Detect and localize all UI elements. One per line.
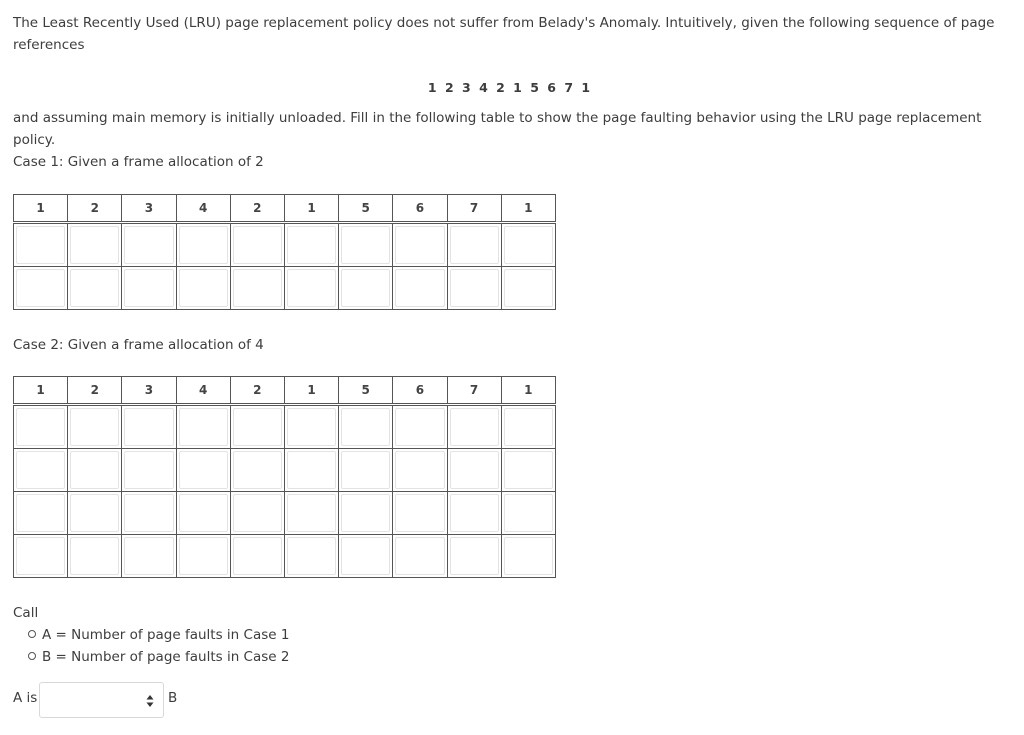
frame-input[interactable] (70, 537, 119, 575)
frame-input[interactable] (395, 408, 444, 446)
circle-bullet-icon (28, 652, 36, 660)
frame-input[interactable] (395, 494, 444, 532)
frame-input[interactable] (341, 494, 390, 532)
definition-a: A = Number of page faults in Case 1 (42, 627, 290, 643)
table-cell (176, 535, 230, 578)
table-cell (393, 449, 447, 492)
frame-input[interactable] (450, 451, 499, 489)
frame-input[interactable] (179, 494, 228, 532)
table-cell (14, 492, 68, 535)
frame-input[interactable] (70, 269, 119, 307)
case2-header-cell: 5 (339, 377, 393, 405)
frame-input[interactable] (16, 226, 65, 264)
frame-input[interactable] (395, 537, 444, 575)
table-cell (339, 267, 393, 310)
table-row (14, 535, 556, 578)
frame-input[interactable] (233, 408, 282, 446)
table-cell (230, 449, 284, 492)
table-cell (393, 267, 447, 310)
case1-header-cell: 7 (447, 195, 501, 223)
table-cell (68, 535, 122, 578)
frame-input[interactable] (341, 226, 390, 264)
assumption-text: and assuming main memory is initially unloaded. Fill in the following table to show the page faulting behavior using the LRU page replacement policy. (13, 110, 982, 148)
table-row (14, 267, 556, 310)
case2-header-cell: 3 (122, 377, 176, 405)
frame-input[interactable] (287, 226, 336, 264)
table-cell (284, 492, 338, 535)
frame-input[interactable] (504, 494, 553, 532)
case1-header-cell: 1 (14, 195, 68, 223)
table-cell (501, 267, 555, 310)
table-cell (339, 492, 393, 535)
frame-input[interactable] (16, 494, 65, 532)
frame-input[interactable] (124, 408, 173, 446)
case1-header-cell: 2 (68, 195, 122, 223)
table-cell (122, 267, 176, 310)
table-cell (176, 267, 230, 310)
table-cell (122, 535, 176, 578)
frame-input[interactable] (504, 537, 553, 575)
frame-input[interactable] (450, 537, 499, 575)
case2-header-cell: 2 (68, 377, 122, 405)
case1-header-cell: 4 (176, 195, 230, 223)
list-item (28, 624, 289, 646)
table-cell (68, 449, 122, 492)
frame-input[interactable] (233, 226, 282, 264)
circle-bullet-icon (28, 630, 36, 638)
table-cell (122, 405, 176, 449)
frame-input[interactable] (179, 226, 228, 264)
frame-input[interactable] (179, 451, 228, 489)
frame-input[interactable] (16, 408, 65, 446)
case1-label: Case 1: Given a frame allocation of 2 (13, 154, 264, 170)
table-cell (230, 223, 284, 267)
table-cell (447, 449, 501, 492)
case2-header-cell: 1 (284, 377, 338, 405)
frame-input[interactable] (179, 408, 228, 446)
table-cell (284, 449, 338, 492)
table-cell (339, 535, 393, 578)
table-cell (447, 535, 501, 578)
frame-input[interactable] (287, 537, 336, 575)
table-cell (230, 405, 284, 449)
call-label: Call (13, 605, 39, 621)
table-cell (284, 405, 338, 449)
frame-input[interactable] (504, 226, 553, 264)
table-cell (68, 405, 122, 449)
frame-input[interactable] (233, 537, 282, 575)
comparison-suffix: B (168, 690, 178, 706)
frame-input[interactable] (124, 226, 173, 264)
case2-header-cell: 4 (176, 377, 230, 405)
frame-input[interactable] (450, 494, 499, 532)
frame-input[interactable] (16, 269, 65, 307)
table-cell (339, 449, 393, 492)
frame-input[interactable] (395, 269, 444, 307)
table-cell (339, 223, 393, 267)
table-row (14, 492, 556, 535)
table-cell (122, 449, 176, 492)
table-cell (68, 223, 122, 267)
frame-input[interactable] (341, 269, 390, 307)
table-cell (393, 223, 447, 267)
frame-input[interactable] (70, 226, 119, 264)
case1-header-cell: 1 (501, 195, 555, 223)
frame-input[interactable] (233, 494, 282, 532)
table-cell (284, 535, 338, 578)
frame-input[interactable] (341, 451, 390, 489)
frame-input[interactable] (504, 408, 553, 446)
frame-input[interactable] (70, 494, 119, 532)
table-cell (284, 223, 338, 267)
frame-input[interactable] (16, 451, 65, 489)
frame-input[interactable] (287, 494, 336, 532)
frame-input[interactable] (70, 408, 119, 446)
case2-header-cell: 7 (447, 377, 501, 405)
case2-header-cell: 1 (14, 377, 68, 405)
case2-header-cell: 6 (393, 377, 447, 405)
case2-header-cell: 2 (230, 377, 284, 405)
frame-input[interactable] (287, 408, 336, 446)
frame-input[interactable] (124, 537, 173, 575)
table-cell (501, 492, 555, 535)
frame-input[interactable] (341, 408, 390, 446)
table-cell (14, 535, 68, 578)
table-cell (501, 535, 555, 578)
table-cell (230, 492, 284, 535)
comparison-prefix: A is (13, 690, 38, 706)
intro-text: The Least Recently Used (LRU) page replacement policy does not suffer from Belady's Anomaly. Intuitively, given the following sequence of page references (13, 15, 995, 53)
table-cell (447, 492, 501, 535)
frame-input[interactable] (395, 451, 444, 489)
frame-input[interactable] (179, 269, 228, 307)
table-cell (122, 492, 176, 535)
table-cell (176, 405, 230, 449)
case1-table (13, 194, 556, 310)
table-cell (122, 223, 176, 267)
select-arrows-icon (146, 694, 154, 708)
case1-header-cell: 2 (230, 195, 284, 223)
table-row (14, 405, 556, 449)
table-cell (14, 405, 68, 449)
frame-input[interactable] (395, 226, 444, 264)
frame-input[interactable] (341, 537, 390, 575)
list-item (28, 646, 289, 668)
frame-input[interactable] (504, 269, 553, 307)
frame-input[interactable] (233, 451, 282, 489)
case2-table (13, 376, 556, 578)
case1-header-cell: 3 (122, 195, 176, 223)
frame-input[interactable] (450, 269, 499, 307)
frame-input[interactable] (450, 408, 499, 446)
table-cell (68, 492, 122, 535)
frame-input[interactable] (504, 451, 553, 489)
definition-b: B = Number of page faults in Case 2 (42, 649, 290, 665)
table-cell (339, 405, 393, 449)
comparison-select[interactable] (39, 682, 164, 718)
table-cell (176, 492, 230, 535)
table-cell (14, 223, 68, 267)
case1-header-cell: 1 (284, 195, 338, 223)
table-cell (447, 405, 501, 449)
frame-input[interactable] (16, 537, 65, 575)
table-cell (447, 223, 501, 267)
table-cell (230, 267, 284, 310)
table-cell (14, 267, 68, 310)
frame-input[interactable] (233, 269, 282, 307)
frame-input[interactable] (70, 451, 119, 489)
frame-input[interactable] (124, 451, 173, 489)
table-cell (393, 405, 447, 449)
table-cell (501, 223, 555, 267)
frame-input[interactable] (450, 226, 499, 264)
frame-input[interactable] (124, 494, 173, 532)
case1-header-cell: 6 (393, 195, 447, 223)
table-cell (393, 492, 447, 535)
page-reference-sequence: 1 2 3 4 2 1 5 6 7 1 (427, 80, 593, 95)
frame-input[interactable] (124, 269, 173, 307)
table-cell (68, 267, 122, 310)
frame-input[interactable] (179, 537, 228, 575)
frame-input[interactable] (287, 451, 336, 489)
table-cell (230, 535, 284, 578)
table-cell (176, 449, 230, 492)
table-row (14, 223, 556, 267)
table-cell (14, 449, 68, 492)
case2-header-cell: 1 (501, 377, 555, 405)
table-cell (501, 405, 555, 449)
table-cell (501, 449, 555, 492)
table-cell (393, 535, 447, 578)
definitions-list (28, 624, 289, 668)
table-cell (284, 267, 338, 310)
table-row (14, 449, 556, 492)
case1-header-cell: 5 (339, 195, 393, 223)
table-cell (447, 267, 501, 310)
frame-input[interactable] (287, 269, 336, 307)
case2-label: Case 2: Given a frame allocation of 4 (13, 337, 264, 353)
table-cell (176, 223, 230, 267)
